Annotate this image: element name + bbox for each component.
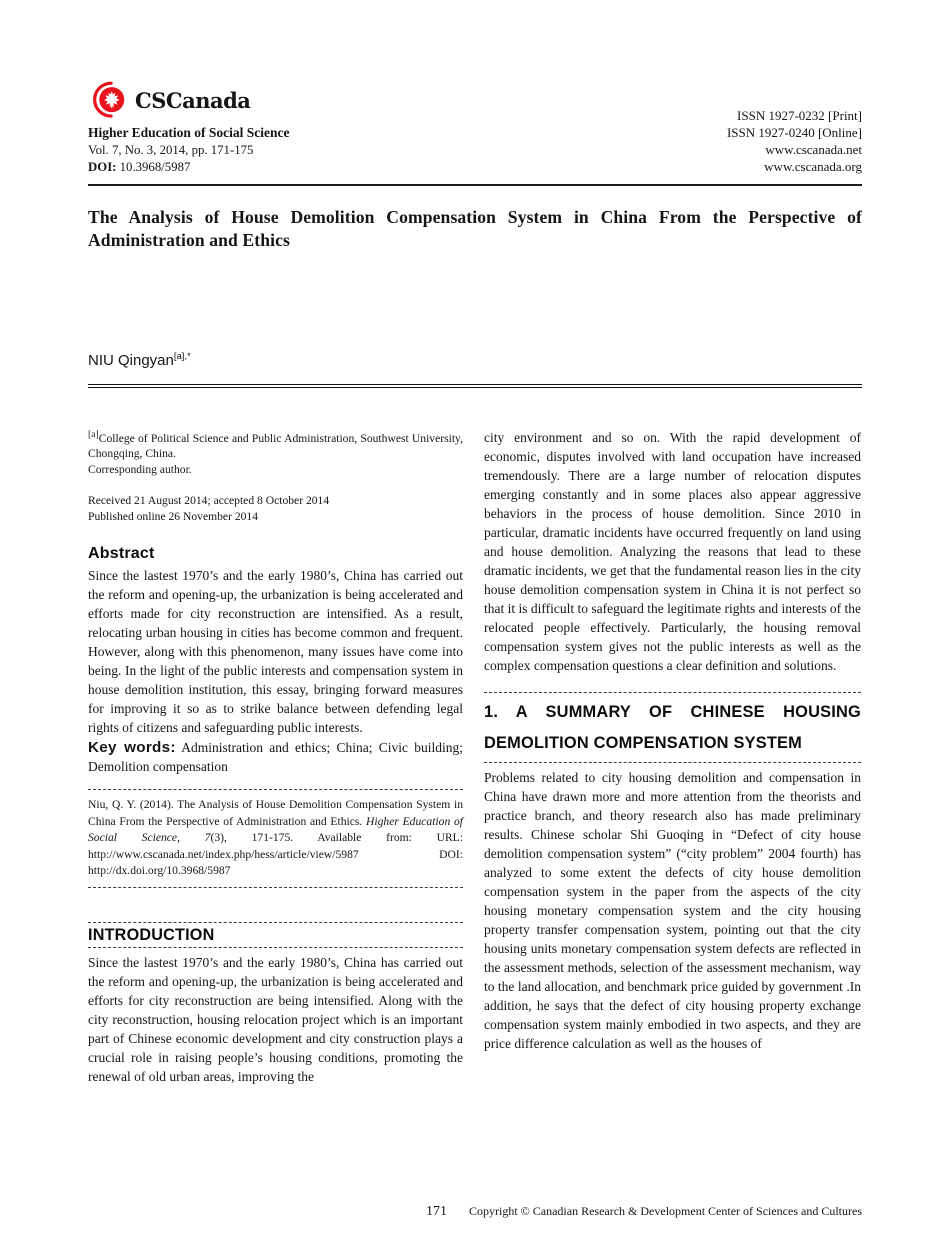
header-rule <box>88 184 862 186</box>
section1-heading: 1. A SUMMARY OF CHINESE HOUSING DEMOLITION COMPENSATION SYSTEM <box>484 702 861 752</box>
citation-block: Niu, Q. Y. (2014). The Analysis of House Demolition Compensation System in China From the Perspective of Administration and Ethics. Higher Education of Social Science, 7(3), 171-175. Available from: URL: http://www.cscanada.net/index.php/hess/article/view/5987 DOI: http://dx.doi.org/10.3968/5987 <box>88 798 463 878</box>
author-line <box>88 351 862 369</box>
maple-leaf-logo-icon <box>90 80 130 120</box>
published-date: Published online 26 November 2014 <box>88 510 259 524</box>
dashed-divider <box>88 947 463 948</box>
doi-line <box>88 160 290 176</box>
author-name: NIU Qingyan <box>88 351 174 369</box>
doi-value: 10.3968/5987 <box>119 159 191 174</box>
journal-header <box>88 80 862 186</box>
abstract-text: Since the lastest 1970’s and the early 1980’s, China has carried out the reform and opening-up, the urbanization is being accelerated and efforts made for city reconstruction are intensified. As a result, relocating urban housing in cities has become common and frequent. However, along with this phenomenon, many issues have come into being. In the light of the public interests and compensation system in house demolition institution, this essay, bringing forward measures for improving it so as to strike balance between defending legal rights of citizens and safeguarding public interests. <box>88 568 463 736</box>
received-date: Received 21 August 2014; accepted 8 October 2014 <box>88 494 330 508</box>
journal-info-block <box>88 80 290 176</box>
keywords-label: Key words: <box>88 739 176 757</box>
issn-online: ISSN 1927-0240 [Online] <box>726 125 862 141</box>
copyright-notice: Copyright © Canadian Research & Development Center of Sciences and Cultures <box>468 1204 862 1218</box>
page-number: 171 <box>425 1204 447 1219</box>
right-column <box>484 428 861 1086</box>
cscanada-logo <box>90 80 290 120</box>
citation-journal-italic: Higher Education of Social Science, 7 <box>88 814 463 845</box>
issn-block <box>727 108 862 176</box>
website-org: www.cscanada.org <box>764 158 862 174</box>
logo-wordmark: CSCanada <box>135 87 251 113</box>
dates-block <box>88 493 463 525</box>
volume-info: Vol. 7, No. 3, 2014, pp. 171-175 <box>88 142 254 157</box>
keywords-text: Administration and ethics; China; Civic building; Demolition compensation <box>88 740 463 775</box>
website-net: www.cscanada.net <box>765 142 862 158</box>
affiliation-marker: [a] <box>88 428 99 440</box>
dashed-divider <box>88 789 463 790</box>
doi-label: DOI: <box>88 159 117 174</box>
keywords <box>88 738 463 776</box>
article-title: The Analysis of House Demolition Compensation System in China From the Perspective of Administration and Ethics <box>88 206 862 251</box>
dashed-divider <box>484 762 861 763</box>
dashed-divider <box>484 692 861 693</box>
journal-name: Higher Education of Social Science <box>88 125 290 140</box>
author-affiliation-marker: [a],* <box>173 350 191 362</box>
two-column-body <box>88 428 862 1086</box>
left-column <box>88 428 463 1086</box>
double-rule <box>88 384 862 388</box>
introduction-text: Since the lastest 1970’s and the early 1980’s, China has carried out the reform and opening-up, the urbanization is being accelerated and efforts for city reconstruction are being intensified. Along with the city reconstruction, housing relocation project which is an important part of Chinese economic development and city construction plays a crucial role in raising people’s housing conditions, promoting the renewal of old urban areas, improving the <box>88 954 463 1084</box>
affiliation: [a]College of Political Science and Public Administration, Southwest University, Chongqing, China. <box>88 428 463 461</box>
corresponding-author-note: Corresponding author. <box>88 463 192 477</box>
continuation-paragraph: city environment and so on. With the rapid development of economic, disputes involved with land occupation have increased tremendously. There are a large number of relocation disputes emerging constantly and in some places also appear aggressive behaviors in the process of house demolition. Since 2010 in particular, dramatic incidents have occurred frequently on land using and house demolition. Analyzing the reasons that lead to these dramatic incidents, we get that the fundamental reason lies in the city house demolition compensation system in China it is not perfect so that it is difficult to safeguard the legitimate rights and interests of the relocated people effectively. Particularly, the housing removal compensation system gives not the public interests as well as the complex compensation questions a clear definition and solutions. <box>484 429 861 673</box>
dashed-divider <box>88 922 463 923</box>
abstract-heading: Abstract <box>88 545 155 563</box>
introduction-heading: INTRODUCTION <box>88 925 215 944</box>
dashed-divider <box>88 887 463 888</box>
page-footer <box>88 1204 862 1220</box>
issn-print: ISSN 1927-0232 [Print] <box>737 108 862 124</box>
section1-text: Problems related to city housing demolition and compensation in China have drawn more and more attention from the theorists and practice branch, and theory research also has made preliminary results. Chinese scholar Shi Guoqing in “Defect of city house demolition compensation system” (“city problem” 2004 fourth) has analyzed to some extent the defects of city house demolition compensation system in the paper from the aspects of the city housing monetary compensation system and the city housing property transfer compensation system, pointing out that the city housing units monetary compensation system defects are reflected in the assessment methods, selection of the assessment mechanism, way to the land allocation, and benchmark price guided by government .In addition, he says that the defect of city housing property exchange compensation system mainly embodied in two aspects, and they are price difference calculation as well as the houses of <box>484 769 861 1051</box>
